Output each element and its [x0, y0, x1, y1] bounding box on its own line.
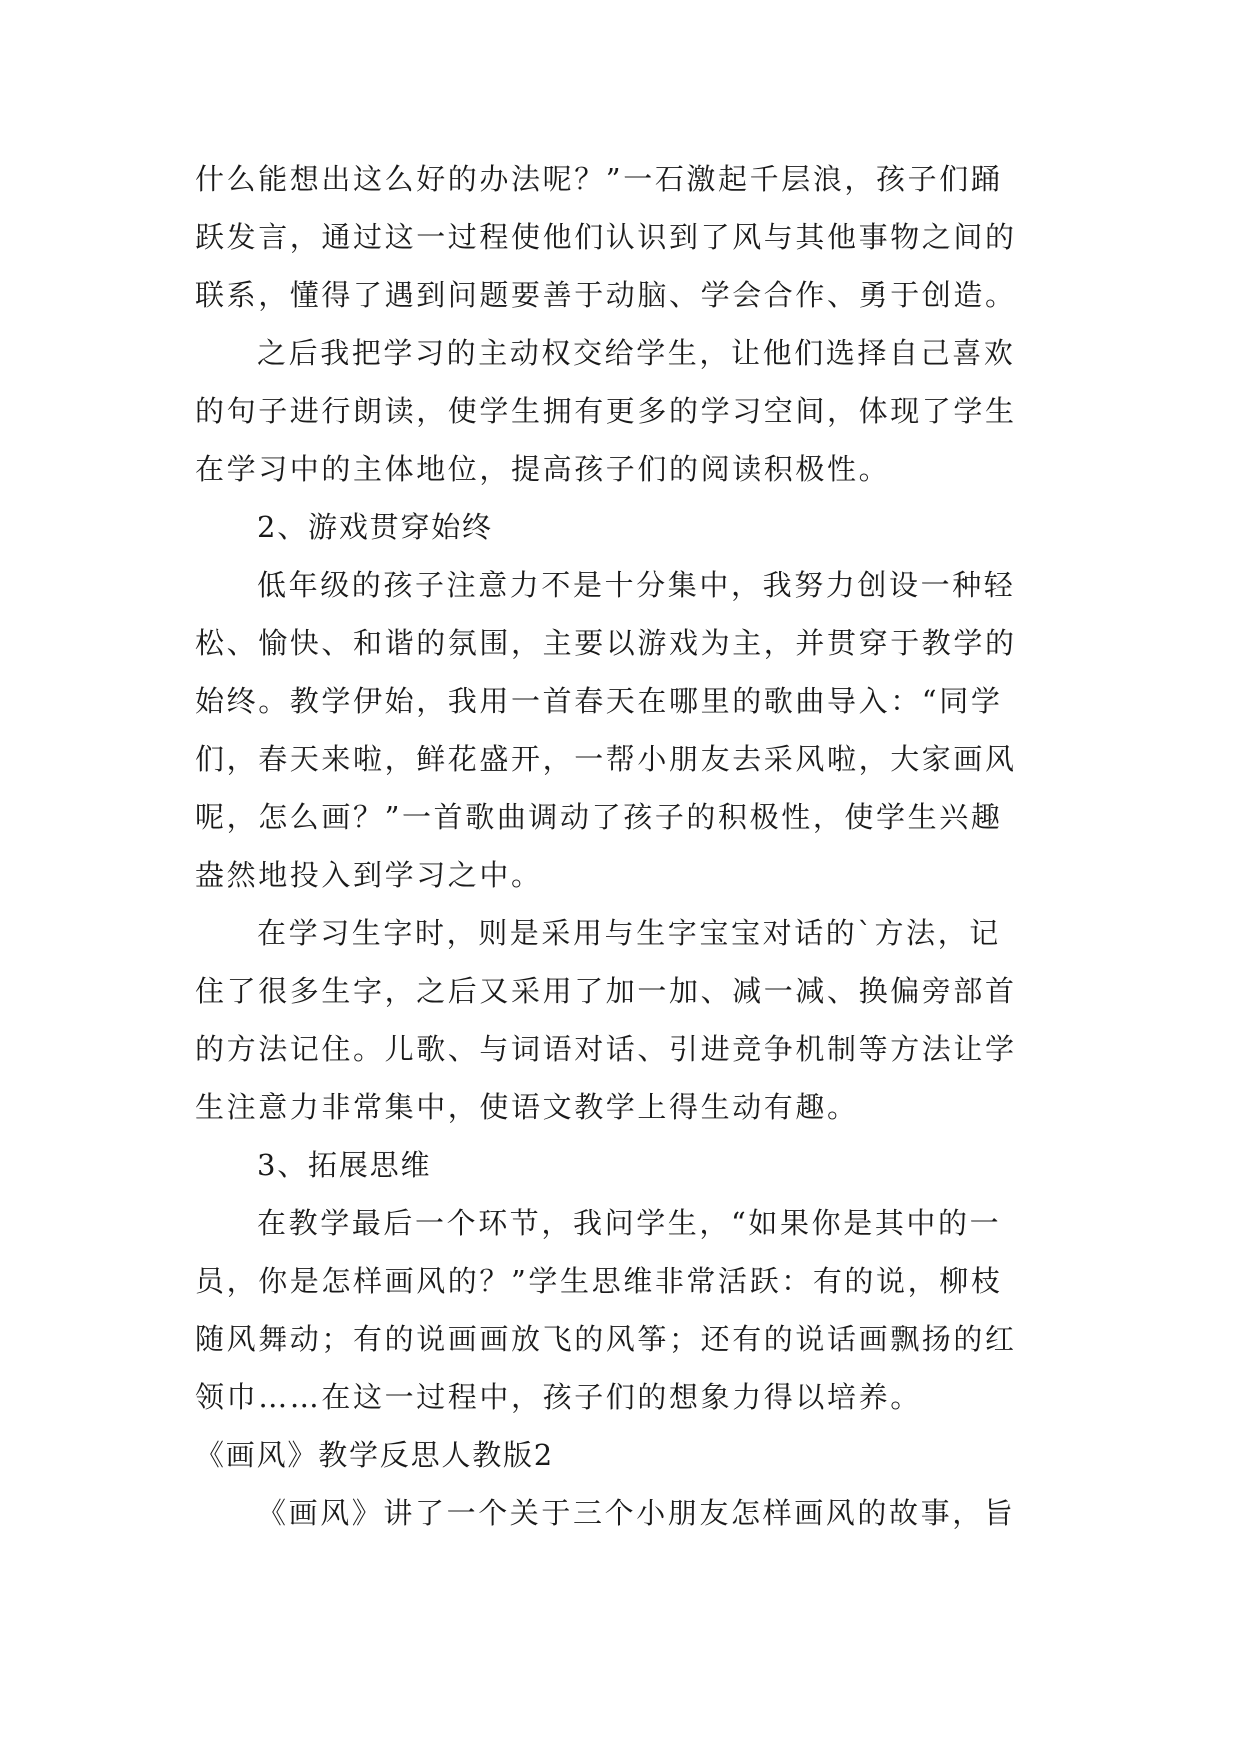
text-line: 在教学最后一个环节，我问学生，“如果你是其中的一 — [257, 1206, 1002, 1240]
text-line: 什么能想出这么好的办法呢？”一石激起千层浪，孩子们踊 — [195, 162, 1003, 196]
text-line: 随风舞动；有的说画画放飞的风筝；还有的说话画飘扬的红 — [195, 1322, 1017, 1356]
text-line: 领巾……在这一过程中，孩子们的想象力得以培养。 — [195, 1380, 922, 1414]
text-line: 呢，怎么画？”一首歌曲调动了孩子的积极性，使学生兴趣 — [195, 800, 1003, 834]
text-line: 在学习中的主体地位，提高孩子们的阅读积极性。 — [195, 452, 891, 486]
text-line: 的方法记住。儿歌、与词语对话、引进竞争机制等方法让学 — [195, 1032, 1017, 1066]
text-line: 员，你是怎样画风的？”学生思维非常活跃：有的说，柳枝 — [195, 1264, 1003, 1298]
text-line: 生注意力非常集中，使语文教学上得生动有趣。 — [195, 1090, 859, 1124]
text-line: 松、愉快、和谐的氛围，主要以游戏为主，并贯穿于教学的 — [195, 626, 1017, 660]
text-line: 之后我把学习的主动权交给学生，让他们选择自己喜欢 — [257, 336, 1016, 370]
article-title: 《画风》教学反思人教版2 — [195, 1438, 555, 1472]
document-body — [195, 150, 1055, 1542]
text-line: 住了很多生字，之后又采用了加一加、减一减、换偏旁部首 — [195, 974, 1017, 1008]
text-line: 盎然地投入到学习之中。 — [195, 858, 543, 892]
text-line: 低年级的孩子注意力不是十分集中，我努力创设一种轻 — [257, 568, 1016, 602]
text-line: 们，春天来啦，鲜花盛开，一帮小朋友去采风啦，大家画风 — [195, 742, 1017, 776]
text-line: 联系，懂得了遇到问题要善于动脑、学会合作、勇于创造。 — [195, 278, 1017, 312]
text-line: 《画风》讲了一个关于三个小朋友怎样画风的故事，旨 — [257, 1496, 1016, 1530]
section-heading: 3、拓展思维 — [257, 1148, 432, 1182]
section-heading: 2、游戏贯穿始终 — [257, 510, 493, 544]
text-line: 跃发言，通过这一过程使他们认识到了风与其他事物之间的 — [195, 220, 1017, 254]
text-line: 的句子进行朗读，使学生拥有更多的学习空间，体现了学生 — [195, 394, 1017, 428]
text-line: 始终。教学伊始，我用一首春天在哪里的歌曲导入：“同学 — [195, 684, 1003, 718]
text-line: 在学习生字时，则是采用与生字宝宝对话的`方法，记 — [257, 916, 1001, 950]
